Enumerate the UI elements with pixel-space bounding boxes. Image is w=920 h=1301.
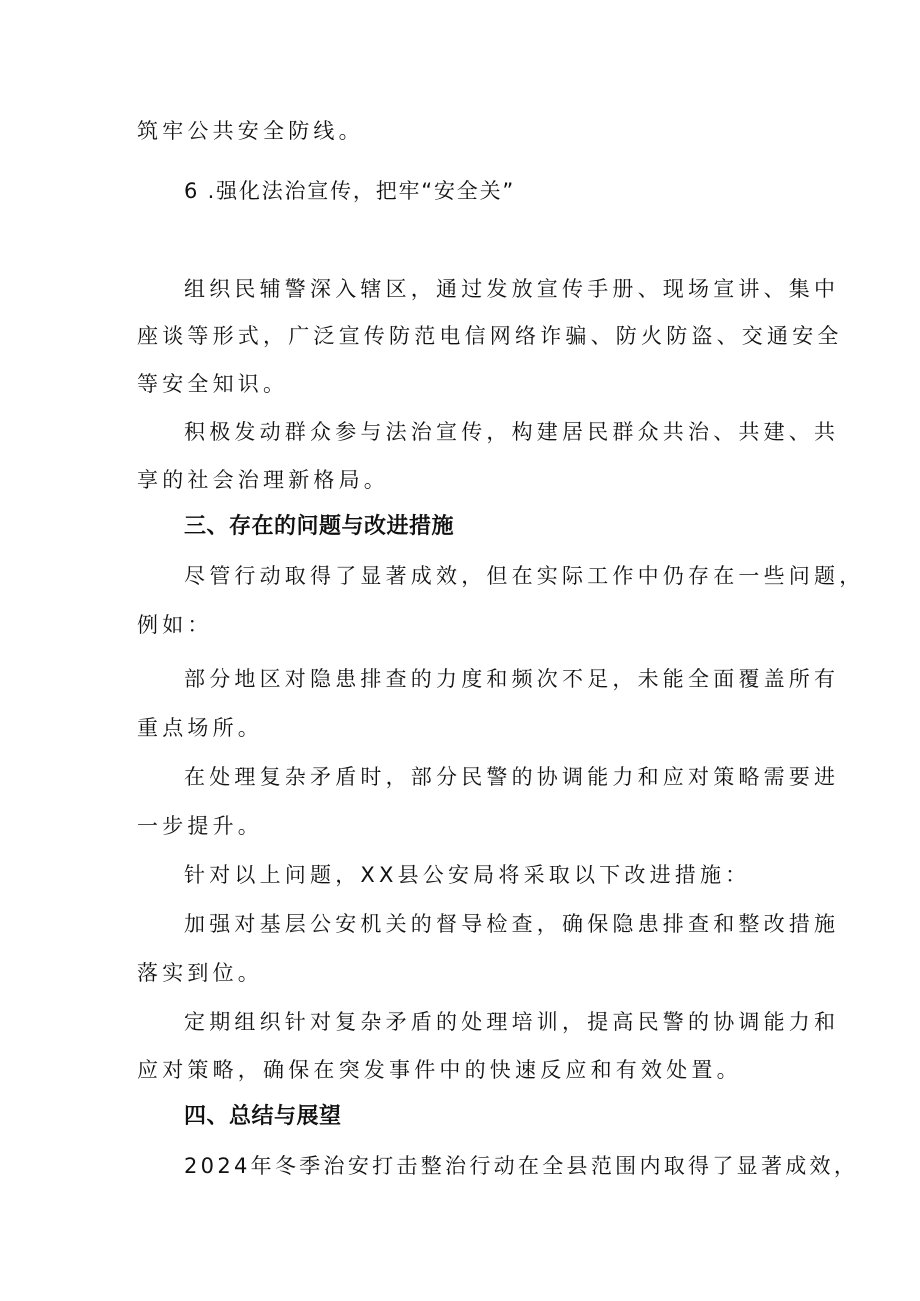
- paragraph-line: 重点场所。: [137, 716, 263, 740]
- paragraph-line: 一步提升。: [137, 814, 263, 838]
- paragraph-line: 针对以上问题，XX县公安局将采取以下改进措施：: [184, 863, 751, 887]
- paragraph-line: 2024年冬季治安打击整治行动在全县范围内取得了显著成效，: [184, 1154, 859, 1178]
- paragraph-line: 例如：: [137, 613, 213, 637]
- paragraph-line: 组织民辅警深入辖区，通过发放宣传手册、现场宣讲、集中: [184, 277, 840, 301]
- section-subheading: 6 .强化法治宣传，把牢“安全关”: [184, 179, 516, 203]
- paragraph-line: 享的社会治理新格局。: [137, 468, 389, 492]
- paragraph-line: 应对策略，确保在突发事件中的快速反应和有效处置。: [137, 1058, 742, 1082]
- paragraph-line: 落实到位。: [137, 961, 263, 985]
- section-heading: 四、总结与展望: [184, 1104, 342, 1129]
- paragraph-line: 加强对基层公安机关的督导检查，确保隐患排查和整改措施: [184, 912, 840, 936]
- paragraph-line: 定期组织针对复杂矛盾的处理培训，提高民警的协调能力和: [184, 1010, 840, 1034]
- paragraph-line: 在处理复杂矛盾时，部分民警的协调能力和应对策略需要进: [184, 765, 840, 789]
- paragraph-line: 积极发动群众参与法治宣传，构建居民群众共治、共建、共: [184, 420, 840, 444]
- paragraph-line: 尽管行动取得了显著成效，但在实际工作中仍存在一些问题，: [184, 564, 865, 588]
- paragraph-line: 座谈等形式，广泛宣传防范电信网络诈骗、防火防盗、交通安全: [137, 324, 843, 348]
- paragraph-line: 等安全知识。: [137, 372, 289, 396]
- paragraph-line: 部分地区对隐患排查的力度和频次不足，未能全面覆盖所有: [184, 667, 840, 691]
- paragraph-line: 筑牢公共安全防线。: [137, 119, 364, 143]
- section-heading: 三、存在的问题与改进措施: [184, 514, 455, 539]
